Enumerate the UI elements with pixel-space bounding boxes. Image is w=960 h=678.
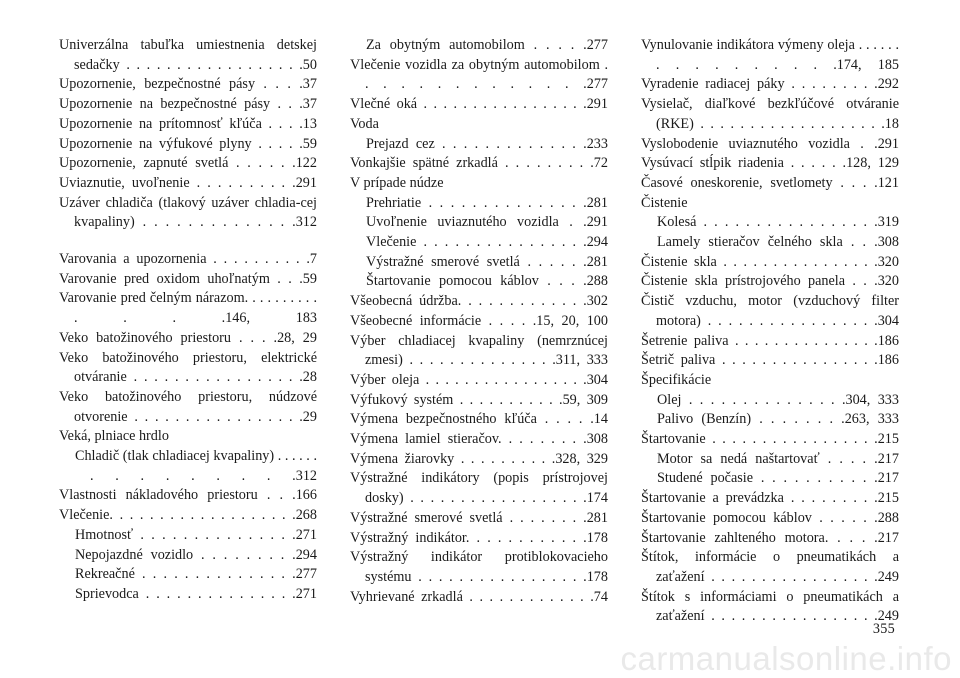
index-entry: Štítok, informácie o pneumatikách a zaťažení . . . . . . . . . . . . . . . . .249: [641, 549, 899, 585]
index-entry: Upozornenie, zapnuté svetlá . . . . . .122: [59, 155, 317, 172]
page-number: 355: [872, 621, 895, 637]
index-entry: Časové oneskorenie, svetlomety . . . .121: [641, 174, 899, 191]
index-entry: Výstražný indikátor protiblokovacieho systému . . . . . . . . . . . . . . . . .178: [350, 549, 608, 585]
index-entry: Upozornenie na prítomnosť kľúča . . . .13: [59, 115, 317, 132]
index-column-2: [350, 36, 608, 607]
index-subentry: Rekreačné . . . . . . . . . . . . . . .277: [75, 566, 317, 583]
index-entry: Výber oleja . . . . . . . . . . . . . . . . .304: [350, 371, 608, 388]
index-entry: Výstražný indikátor. . . . . . . . . . . .178: [350, 529, 608, 546]
index-entry: Vysúvací stĺpik riadenia . . . . . .128, 129: [641, 155, 899, 172]
index-entry: Čistenie skla . . . . . . . . . . . . . . . .320: [641, 253, 899, 270]
index-entry: Veko batožinového priestoru, elektrické otváranie . . . . . . . . . . . . . . . . .28: [59, 349, 317, 386]
index-entry: Výfukový systém . . . . . . . . . . .59, 309: [350, 391, 608, 408]
index-subentry: Za obytným automobilom . . . . .277: [366, 37, 608, 53]
index-subentry: Lamely stieračov čelného skla . . .308: [657, 234, 899, 251]
index-entry: Varovania a upozornenia . . . . . . . . . .7: [59, 251, 317, 268]
watermark: carmanualsonline.info: [620, 640, 952, 677]
index-column-3: [641, 36, 899, 627]
index-entry: Veká, plniace hrdlo: [59, 428, 169, 445]
index-entry: Vonkajšie spätné zrkadlá . . . . . . . . .72: [350, 155, 608, 172]
index-subentry: Prejazd cez . . . . . . . . . . . . . .233: [366, 135, 608, 152]
index-entry: Šetrenie paliva . . . . . . . . . . . . . . .186: [641, 332, 899, 349]
index-subentry: Výstražné smerové svetlá . . . . . .281: [366, 253, 608, 270]
index-entry: Štartovanie . . . . . . . . . . . . . . . . .215: [641, 431, 899, 448]
index-entry: Vlečenie. . . . . . . . . . . . . . . . . . .268: [59, 507, 317, 524]
index-entry: Uviaznutie, uvoľnenie . . . . . . . . . .291: [59, 174, 317, 191]
index-entry: Univerzálna tabuľka umiestnenia detskej sedačky . . . . . . . . . . . . . . . . . .50: [59, 37, 317, 73]
index-subentry: Sprievodca . . . . . . . . . . . . . . .271: [75, 585, 317, 602]
index-subentry: Palivo (Benzín) . . . . . . . .263, 333: [657, 411, 899, 428]
index-entry: Varovanie pred čelným nárazom. . . . . . . . . . . . . .146, 183: [59, 290, 317, 327]
index-entry: Veko batožinového priestoru . . . .28, 29: [59, 329, 317, 346]
index-entry: Čistič vzduchu, motor (vzduchový filter motora) . . . . . . . . . . . . . . . . .304: [641, 293, 899, 329]
index-entry: Veko batožinového priestoru, núdzové otvorenie . . . . . . . . . . . . . . . . .29: [59, 388, 317, 425]
index-subentry: Nepojazdné vozidlo . . . . . . . . .294: [75, 546, 317, 563]
index-entry: Štartovanie pomocou káblov . . . . . .288: [641, 509, 899, 526]
index-subentry: Prehriatie . . . . . . . . . . . . . . .281: [366, 194, 608, 211]
index-entry: Všeobecné informácie . . . . .15, 20, 100: [350, 312, 608, 329]
index-entry: Vynulovanie indikátora výmeny oleja . . . . . . . . . . . . . . . .174, 185: [641, 37, 899, 73]
index-entry: Vyradenie radiacej páky . . . . . . . . .292: [641, 76, 899, 93]
index-entry: Vysielač, diaľkové bezkľúčové otváranie (RKE) . . . . . . . . . . . . . . . . . . .18: [641, 96, 899, 132]
index-entry: Upozornenie, bezpečnostné pásy . . . .37: [59, 76, 317, 93]
index-column-1: [59, 36, 317, 605]
index-entry: Výstražné smerové svetlá . . . . . . . .281: [350, 509, 608, 526]
index-entry: Varovanie pred oxidom uhoľnatým . . .59: [59, 270, 317, 287]
index-entry: Vlečné oká . . . . . . . . . . . . . . . . .291: [350, 96, 608, 113]
index-entry: Vyhrievané zrkadlá . . . . . . . . . . . . .74: [350, 588, 608, 605]
index-entry: Výmena bezpečnostného kľúča . . . . .14: [350, 411, 608, 428]
index-entry: Čistenie: [641, 194, 688, 211]
index-subentry: Štartovanie pomocou káblov . . . .288: [366, 273, 608, 290]
index-entry: Voda: [350, 115, 379, 132]
index-subentry: Chladič (tlak chladiacej kvapaliny) . . . . . . . . . . . . . . .312: [75, 448, 317, 484]
index-subentry: Kolesá . . . . . . . . . . . . . . . . .319: [657, 214, 899, 231]
index-entry: Štítok s informáciami o pneumatikách a zaťažení . . . . . . . . . . . . . . . . .249: [641, 588, 899, 625]
index-entry: Všeobecná údržba. . . . . . . . . . . . .302: [350, 293, 608, 310]
index-subentry: Studené počasie . . . . . . . . . . .217: [657, 470, 899, 487]
index-subentry: Vlečenie . . . . . . . . . . . . . . . .294: [366, 234, 608, 251]
index-entry: Štartovanie zahlteného motora. . . . .217: [641, 529, 899, 546]
index-gap: [59, 233, 317, 250]
index-entry: Vlastnosti nákladového priestoru . . .166: [59, 487, 317, 504]
index-entry: Vyslobodenie uviaznutého vozidla . .291: [641, 135, 899, 152]
index-entry: Štartovanie a prevádzka . . . . . . . . .215: [641, 490, 899, 507]
index-subentry: Motor sa nedá naštartovať . . . . .217: [657, 450, 899, 467]
index-entry: Upozornenie na bezpečnostné pásy . . .37: [59, 96, 317, 113]
index-entry: Výmena lamiel stieračov. . . . . . . . .308: [350, 431, 608, 448]
index-subentry: Olej . . . . . . . . . . . . . . .304, 333: [657, 391, 899, 408]
index-entry: Výstražné indikátory (popis prístrojovej dosky) . . . . . . . . . . . . . . . . . .174: [350, 470, 608, 507]
index-entry: Výber chladiacej kvapaliny (nemrznúcej zmesi) . . . . . . . . . . . . . . .311, 333: [350, 332, 608, 369]
index-entry: V prípade núdze: [350, 174, 444, 191]
index-entry: Šetrič paliva . . . . . . . . . . . . . . . .186: [641, 352, 899, 369]
index-entry: Špecifikácie: [641, 371, 712, 388]
index-entry: Uzáver chladiča (tlakový uzáver chladia-cej kvapaliny) . . . . . . . . . . . . . .312: [59, 194, 317, 231]
index-entry: Vlečenie vozidla za obytným automobilom . . . . . . . . . . . . . .277: [350, 56, 608, 93]
index-entry: Čistenie skla prístrojového panela . . .320: [641, 273, 899, 290]
index-entry: Upozornenie na výfukové plyny . . . . .59: [59, 135, 317, 152]
index-subentry: Hmotnosť . . . . . . . . . . . . . . .271: [75, 526, 317, 543]
index-subentry: Uvoľnenie uviaznutého vozidla . .291: [366, 214, 608, 231]
index-entry: Výmena žiarovky . . . . . . . . . .328, 329: [350, 450, 608, 467]
